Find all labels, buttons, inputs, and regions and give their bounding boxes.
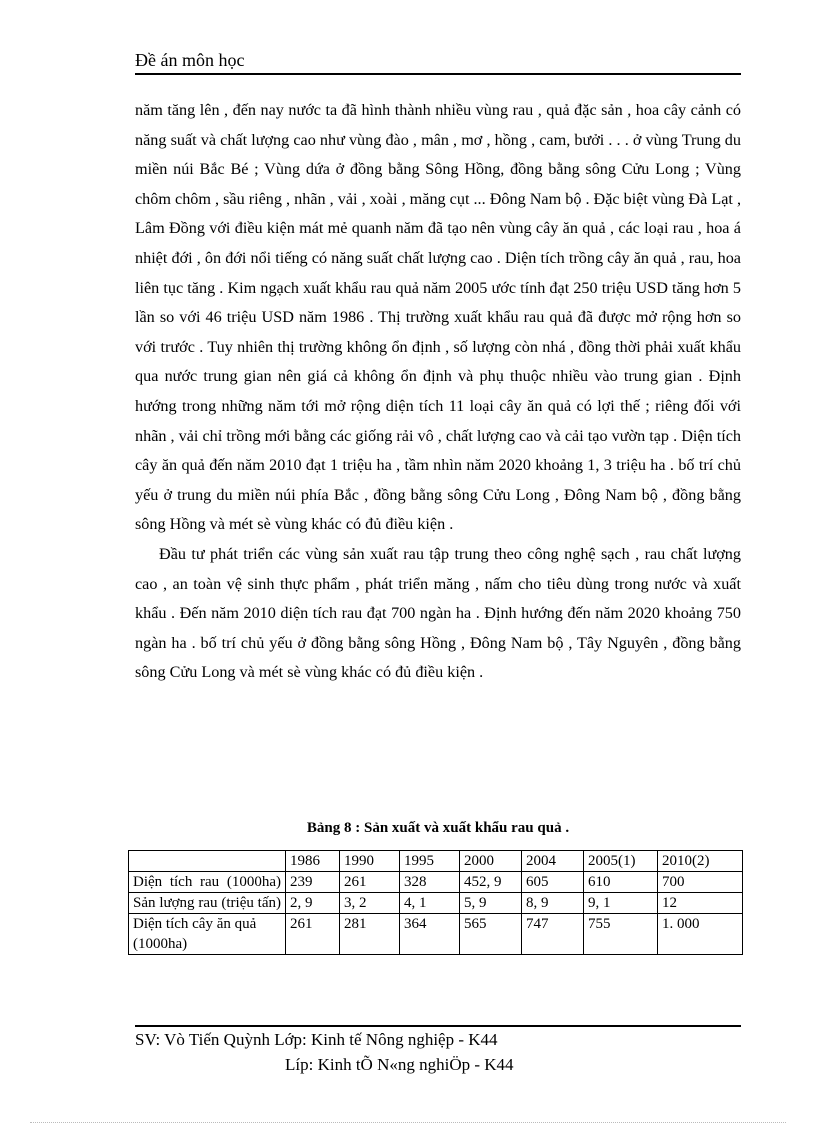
table-cell: 610 xyxy=(584,872,658,893)
table-cell: 747 xyxy=(522,914,584,955)
row-label: Diện tích cây ăn quả (1000ha) xyxy=(129,914,286,955)
production-export-table xyxy=(128,850,743,955)
row-label: Diện tích rau (1000ha) xyxy=(129,872,286,893)
table-cell: 1. 000 xyxy=(658,914,743,955)
paragraph-2: Đầu tư phát triển các vùng sản xuất rau tập trung theo công nghệ sạch , rau chất lượng cao , an toàn vệ sinh thực phẩm , phát triển măng , nấm cho tiêu dùng trong nước và xuất khẩu . Đến năm 2010 diện tích rau đạt 700 ngàn ha . Định hướng đến năm 2020 khoảng 750 ngàn ha . bố trí chủ yếu ở đồng bằng sông Hồng , Đông Nam bộ , Tây Nguyên , đồng bằng sông Cửu Long và mét sè vùng khác có đủ điều kiện . xyxy=(135,544,741,682)
header-cell: 2000 xyxy=(460,851,522,872)
table-cell: 700 xyxy=(658,872,743,893)
footer-class-line: Líp: Kinh tÕ N«ng nghiÖp - K44 xyxy=(285,1055,514,1074)
table-caption: Bảng 8 : Sản xuất và xuất khẩu rau quả . xyxy=(306,820,570,836)
table-cell: 281 xyxy=(340,914,400,955)
table-cell: 12 xyxy=(658,893,743,914)
footer-divider xyxy=(135,1025,741,1027)
table-cell: 2, 9 xyxy=(286,893,340,914)
table-cell: 239 xyxy=(286,872,340,893)
table-cell: 5, 9 xyxy=(460,893,522,914)
header-cell: 1990 xyxy=(340,851,400,872)
table-cell: 605 xyxy=(522,872,584,893)
table-cell: 328 xyxy=(400,872,460,893)
header-cell: 2004 xyxy=(522,851,584,872)
table-cell: 364 xyxy=(400,914,460,955)
body-text xyxy=(135,96,741,688)
header-divider xyxy=(135,73,741,75)
page-header-title: Đề án môn học xyxy=(135,50,245,70)
header-cell: 2010(2) xyxy=(658,851,743,872)
table-cell: 261 xyxy=(340,872,400,893)
table-header-row xyxy=(129,851,743,872)
table-cell: 4, 1 xyxy=(400,893,460,914)
table-cell: 8, 9 xyxy=(522,893,584,914)
paragraph-1: năm tăng lên , đến nay nước ta đã hình thành nhiều vùng rau , quả đặc sản , hoa cây cảnh có năng suất và chất lượng cao như vùng đào , mân , mơ , hồng , cam, bưởi . . . ở vùng Trung du miền núi Bắc Bé ; Vùng dứa ở đồng bằng Sông Hồng, đồng bằng sông Cửu Long ; Vùng chôm chôm , sầu riêng , nhãn , vải , xoài , măng cụt ... Đông Nam bộ . Đặc biệt vùng Đà Lạt , Lâm Đồng với điều kiện mát mẻ quanh năm đã tạo nên vùng cây ăn quả , các loại rau , hoa á nhiệt đới , ôn đới nổi tiếng có năng suất chất lượng cao . Diện tích trồng cây ăn quả , rau, hoa liên tục tăng . Kim ngạch xuất khẩu rau quả năm 2005 ước tính đạt 250 triệu USD tăng hơn 5 lần so với 46 triệu USD năm 1986 . Thị trường xuất khẩu rau quả đã được mở rộng hơn so với trước . Tuy nhiên thị trường không ổn định , số lượng còn nhá , đồng thời phải xuất khẩu qua nước trung gian nên giá cả không ổn định và phụ thuộc nhiều vào trung gian . Định hướng trong những năm tới mở rộng diện tích 11 loại cây ăn quả có lợi thế ; riêng đối với nhãn , vải chỉ trồng mới bằng các giống rải vô , chất lượng cao và cải tạo vườn tạp . Diện tích cây ăn quả đến năm 2010 đạt 1 triệu ha , tầm nhìn năm 2020 khoảng 1, 3 triệu ha . bố trí chủ yếu ở trung du miền núi phía Bắc , đồng bằng sông Cửu Long , Đông Nam bộ , đồng bằng sông Hồng và mét sè vùng khác có đủ điều kiện . xyxy=(135,101,741,534)
header-cell: 2005(1) xyxy=(584,851,658,872)
table-row xyxy=(129,914,743,955)
table-row xyxy=(129,893,743,914)
header-cell: 1986 xyxy=(286,851,340,872)
table-cell: 3, 2 xyxy=(340,893,400,914)
header-cell: 1995 xyxy=(400,851,460,872)
table-row xyxy=(129,872,743,893)
header-cell xyxy=(129,851,286,872)
table-cell: 261 xyxy=(286,914,340,955)
footer-student-line: SV: Vò Tiến Quỳnh Lớp: Kinh tế Nông nghiệp - K44 xyxy=(135,1030,498,1049)
table-cell: 9, 1 xyxy=(584,893,658,914)
table-cell: 755 xyxy=(584,914,658,955)
table-cell: 565 xyxy=(460,914,522,955)
table-cell: 452, 9 xyxy=(460,872,522,893)
row-label: Sản lượng rau (triệu tấn) xyxy=(129,893,286,914)
